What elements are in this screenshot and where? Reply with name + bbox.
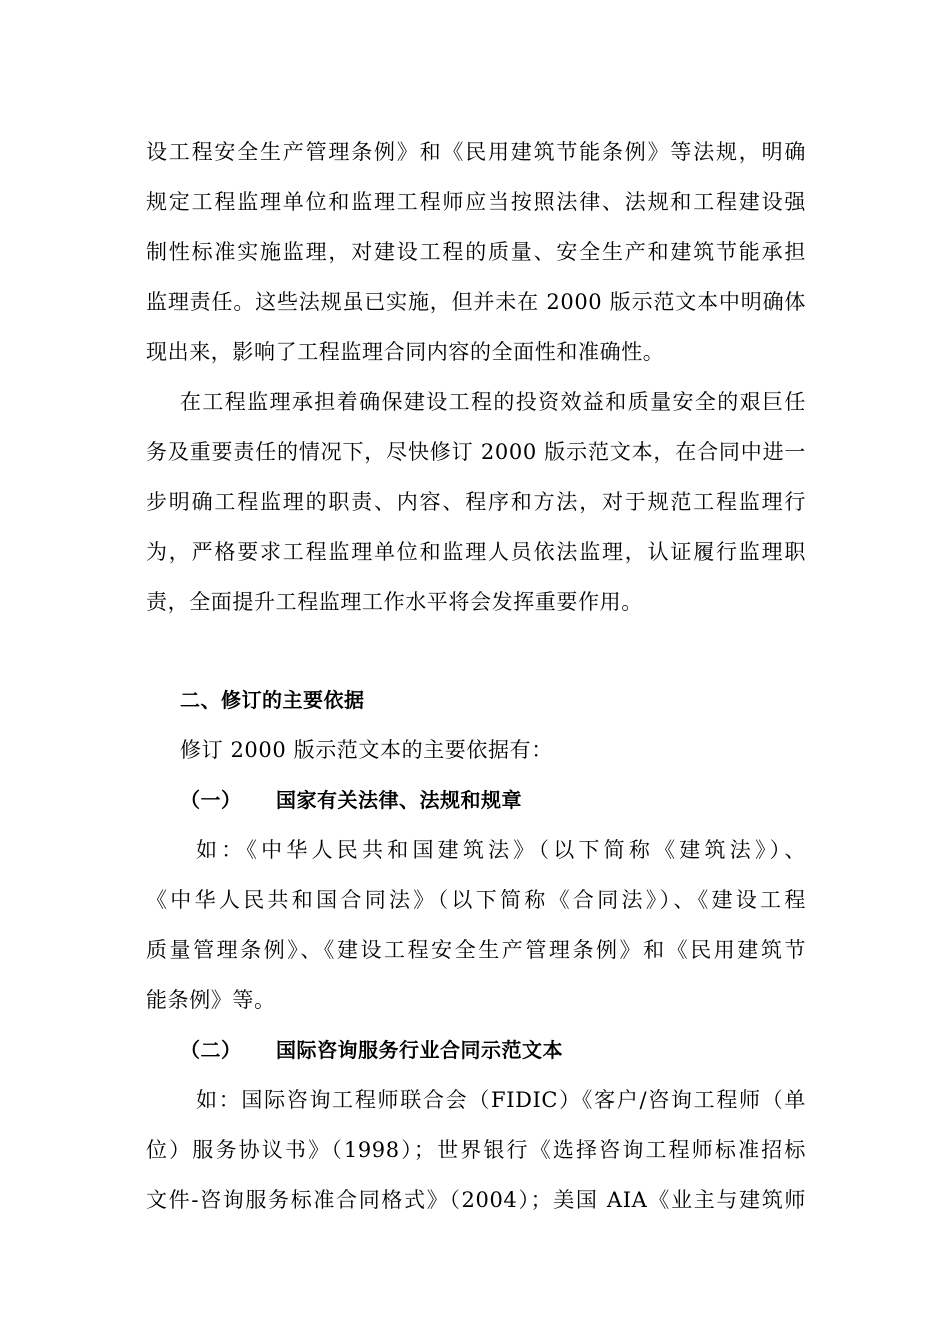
paragraph-1-line-2: 规定工程监理单位和监理工程师应当按照法律、法规和工程建设强 [146,190,806,214]
subheading-2-number: （二） [180,1038,242,1062]
subheading-2 [180,1036,780,1064]
sub-2-line-1: 如：国际咨询工程师联合会（FIDIC）《客户/咨询工程师（单 [196,1088,806,1112]
subheading-1-title: 国家有关法律、法规和规章 [276,788,522,812]
section-heading: 二、修订的主要依据 [180,688,365,712]
subheading-2-title: 国际咨询服务行业合同示范文本 [276,1038,563,1062]
sub-1-line-4: 能条例》等。 [146,988,276,1012]
paragraph-2-line-5: 责，全面提升工程监理工作水平将会发挥重要作用。 [146,590,643,614]
sub-2-line-2: 位）服务协议书》（1998）；世界银行《选择咨询工程师标准招标 [146,1138,806,1162]
paragraph-2-line-4: 为，严格要求工程监理单位和监理人员依法监理，认证履行监理职 [146,540,806,564]
sub-1-line-2: 《中华人民共和国合同法》（以下简称《合同法》）、《建设工程 [146,888,806,912]
paragraph-2-line-1: 在工程监理承担着确保建设工程的投资效益和质量安全的艰巨任 [180,390,806,414]
paragraph-1-line-3: 制性标准实施监理，对建设工程的质量、安全生产和建筑节能承担 [146,240,806,264]
sub-1-line-1: 如：《中华人民共和国建筑法》（以下简称《建筑法》）、 [196,838,806,862]
paragraph-1-line-5: 现出来，影响了工程监理合同内容的全面性和准确性。 [146,340,665,364]
paragraph-1-line-1: 设工程安全生产管理条例》和《民用建筑节能条例》等法规，明确 [146,140,806,164]
paragraph-1-line-4: 监理责任。这些法规虽已实施，但并未在 2000 版示范文本中明确体 [146,290,806,314]
sub-2-line-3: 文件-咨询服务标准合同格式》（2004）；美国 AIA《业主与建筑师 [146,1188,806,1212]
subheading-1 [180,786,780,814]
paragraph-2-line-3: 步明确工程监理的职责、内容、程序和方法，对于规范工程监理行 [146,490,806,514]
sub-1-line-3: 质量管理条例》、《建设工程安全生产管理条例》和《民用建筑节 [146,938,806,962]
section-intro: 修订 2000 版示范文本的主要依据有： [180,738,553,762]
subheading-1-number: （一） [180,788,242,812]
paragraph-2-line-2: 务及重要责任的情况下，尽快修订 2000 版示范文本，在合同中进一 [146,440,806,464]
